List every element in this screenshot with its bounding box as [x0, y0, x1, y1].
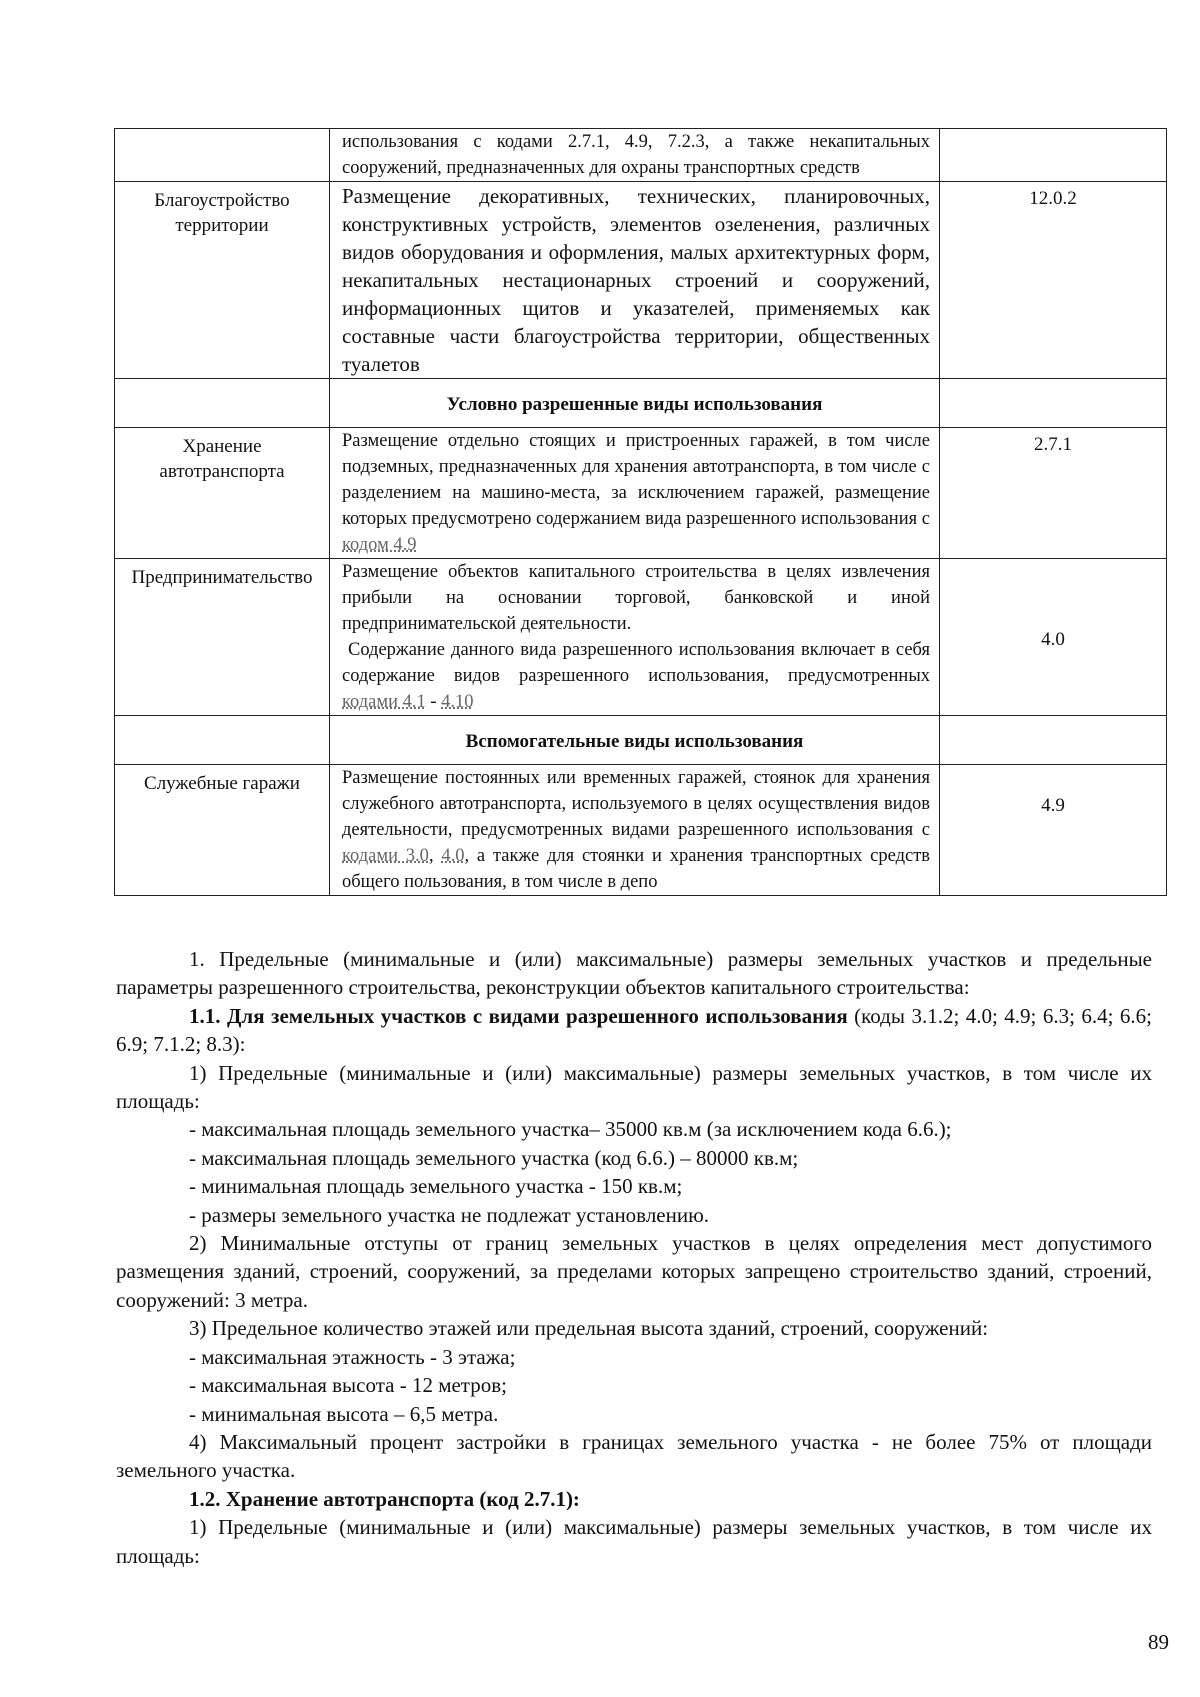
description-text: [342, 428, 930, 558]
regulations-text: [116, 945, 1152, 1570]
code-link[interactable]: 4.0: [441, 846, 465, 866]
description-fragment: , а также для стоянки и хранения транспортных средств общего пользования, в том числе в депо: [342, 846, 931, 892]
code-link[interactable]: кодом 4.9: [342, 535, 417, 555]
section-header-cell: [330, 716, 940, 765]
code-cell: 2.7.1: [940, 428, 1167, 559]
list-item: - минимальная высота – 6,5 метра.: [189, 1401, 499, 1426]
description-cell: [330, 428, 940, 559]
page-number: 89: [1148, 1630, 1169, 1654]
table-row: [115, 129, 1167, 182]
code-cell: 4.0: [940, 559, 1167, 716]
paragraph: 3) Предельное количество этажей или предельная высота зданий, строений, сооружений:: [189, 1316, 989, 1341]
table-row: [115, 428, 1167, 559]
description-text: Размещение объектов капитального строительства в целях извлечения прибыли на основании торговой, банковской и иной предпринимательской деятельности.: [342, 562, 930, 634]
description-fragment: ,: [428, 846, 442, 866]
code-cell: [940, 129, 1167, 182]
paragraph-fragment: (коды 3.1.2; 4.0; 4.9; 6.3; 6.4; 6.6; 6.9; 7.1.2; 8.3):: [116, 1003, 1152, 1057]
name-cell: Служебные гаражи: [115, 765, 330, 896]
paragraph: 4) Максимальный процент застройки в границах земельного участка - не более 75% от площади земельного участка.: [116, 1429, 1152, 1483]
table-row: [115, 559, 1167, 716]
description-text: [342, 637, 930, 715]
table-row: [115, 765, 1167, 896]
code-cell: 4.9: [940, 765, 1167, 896]
name-cell: Благоустройство территории: [115, 182, 330, 379]
table-row: [115, 182, 1167, 379]
section-header: Условно разрешенные виды использования: [446, 394, 823, 415]
paragraph: 1) Предельные (минимальные и (или) максимальные) размеры земельных участков, в том числе их площадь:: [116, 1060, 1152, 1114]
list-item: - максимальная площадь земельного участка– 35000 кв.м (за исключением кода 6.6.);: [189, 1117, 952, 1142]
name-cell: Хранение автотранспорта: [115, 428, 330, 559]
code-cell: 12.0.2: [940, 182, 1167, 379]
name-cell: Предпринимательство: [115, 559, 330, 716]
description-cell: [330, 765, 940, 896]
empty-cell: [115, 379, 330, 428]
section-header-cell: [330, 379, 940, 428]
name-cell: [115, 129, 330, 182]
list-item: - минимальная площадь земельного участка - 150 кв.м;: [189, 1174, 683, 1199]
empty-cell: [115, 716, 330, 765]
description-text: Размещение декоративных, технических, планировочных, конструктивных устройств, элементов озеленения, различных видов оборудования и оформления, малых архитектурных форм, некапитальных нестационарных строений и сооружений, информационных щитов и указателей, применяемых как составные части благоустройства территории, общественных туалетов: [342, 184, 930, 376]
land-use-table: [114, 128, 1167, 896]
description-fragment: -: [425, 692, 442, 712]
description-text: [342, 765, 930, 895]
paragraph: 2) Минимальные отступы от границ земельных участков в целях определения мест допустимого размещения зданий, строений, сооружений, за пределами которых запрещено строительство зданий, строений, сооружений: 3 метра.: [116, 1231, 1152, 1312]
section-header-row: [115, 716, 1167, 765]
description-text: использования с кодами 2.7.1, 4.9, 7.2.3, а также некапитальных сооружений, предназначенных для охраны транспортных средств: [342, 132, 930, 178]
paragraph: 1. Предельные (минимальные и (или) максимальные) размеры земельных участков и предельные параметры разрешенного строительства, реконструкции объектов капитального строительства:: [116, 947, 1152, 1000]
subsection-title: 1.2. Хранение автотранспорта (код 2.7.1):: [189, 1486, 580, 1511]
description-fragment: Размещение отдельно стоящих и пристроенных гаражей, в том числе подземных, предназначенных для хранения автотранспорта, в том числе с разделением на машино-места, за исключением гаражей, размещение которых предусмотрено содержанием вида разрешенного использования с: [342, 431, 930, 529]
list-item: - максимальная этажность - 3 этажа;: [189, 1344, 516, 1369]
description-cell: [330, 559, 940, 716]
empty-cell: [940, 716, 1167, 765]
subsection-title: 1.1. Для земельных участков с видами разрешенного использования: [189, 1003, 848, 1028]
list-item: - размеры земельного участка не подлежат установлению.: [189, 1202, 710, 1227]
description-cell: [330, 182, 940, 379]
section-header-row: [115, 379, 1167, 428]
empty-cell: [940, 379, 1167, 428]
section-header: Вспомогательные виды использования: [465, 731, 804, 752]
description-fragment: Размещение постоянных или временных гаражей, стоянок для хранения служебного автотранспорта, используемого в целях осуществления видов деятельности, предусмотренных видами разрешенного использования с: [342, 768, 930, 840]
code-link[interactable]: кодами 4.1: [342, 692, 426, 712]
list-item: - максимальная высота - 12 метров;: [189, 1373, 507, 1398]
description-cell: [330, 129, 940, 182]
description-fragment: Содержание данного вида разрешенного использования включает в себя содержание видов разрешенного использования, предусмотренных: [342, 640, 930, 686]
paragraph: 1) Предельные (минимальные и (или) максимальные) размеры земельных участков, в том числе их площадь:: [116, 1515, 1152, 1568]
paragraph: [116, 1002, 1152, 1059]
code-link[interactable]: кодами 3.0: [342, 846, 429, 866]
list-item: - максимальная площадь земельного участка (код 6.6.) – 80000 кв.м;: [189, 1145, 799, 1170]
code-link[interactable]: 4.10: [441, 692, 474, 712]
